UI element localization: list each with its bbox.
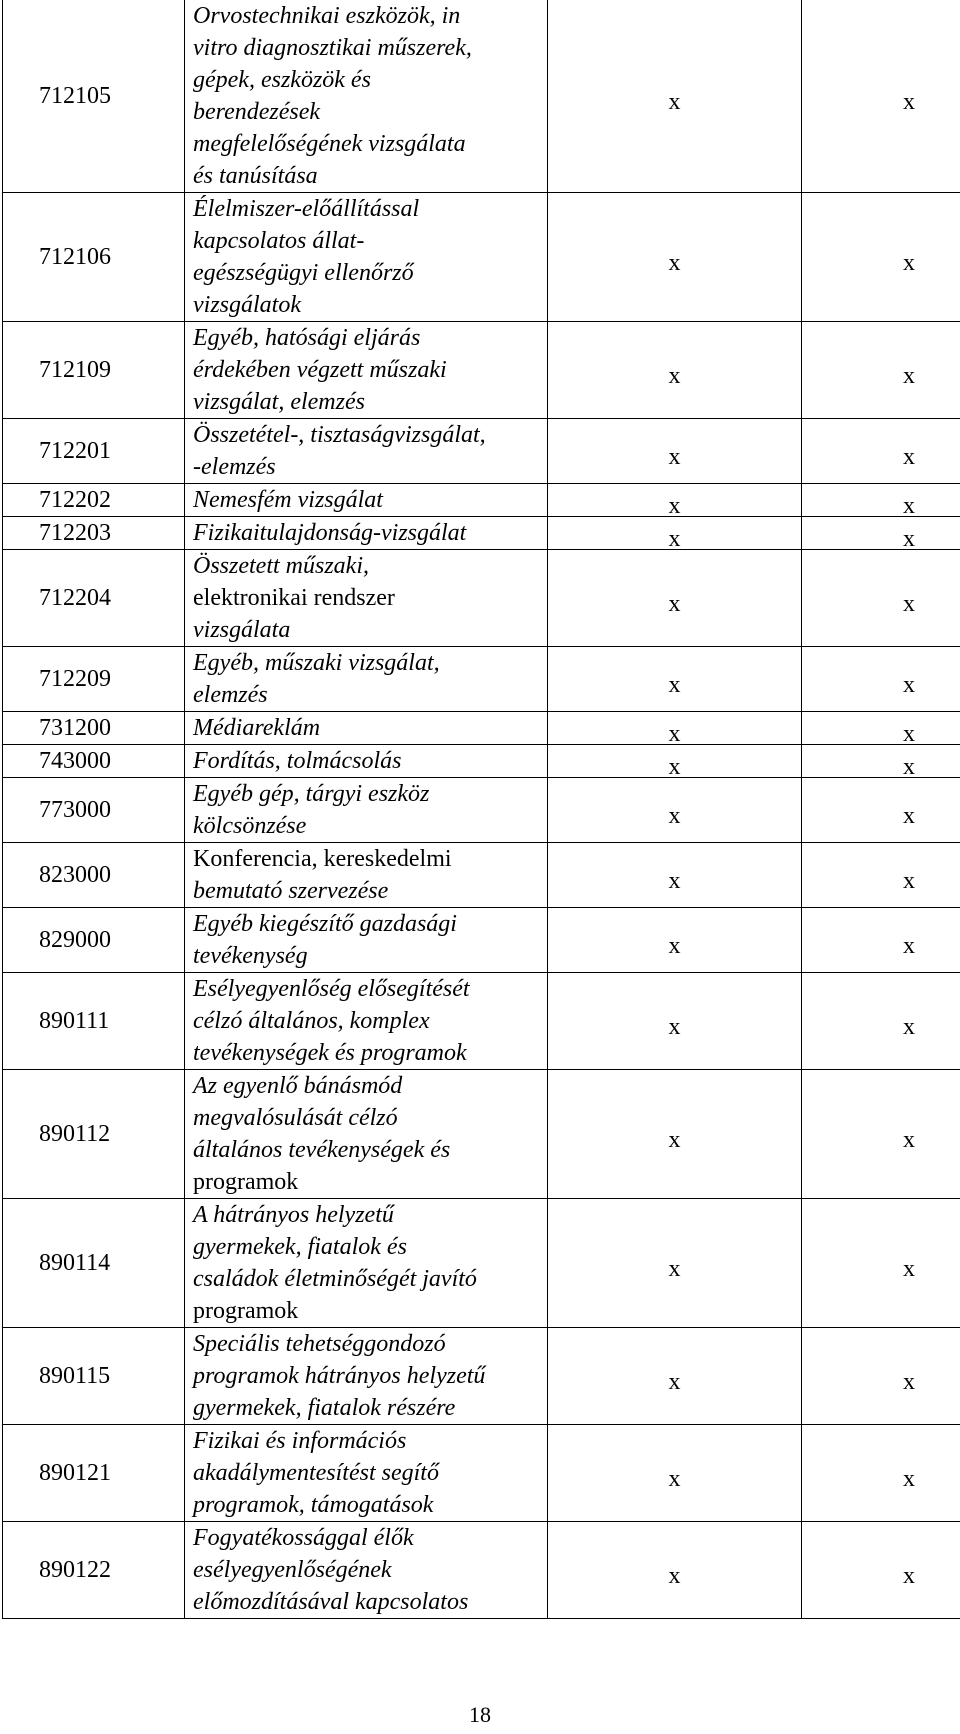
- table-row: [3, 778, 960, 843]
- table-row: [3, 550, 960, 647]
- mark-cell-col3: [548, 193, 802, 322]
- description-line: tevékenység: [193, 943, 308, 969]
- table-row: [3, 517, 960, 550]
- activity-description-cell: [185, 1425, 548, 1522]
- activity-description-cell: [185, 973, 548, 1070]
- description-line: elemzés: [193, 682, 268, 708]
- mark-cell-col4: [802, 908, 960, 973]
- mark-cell-col3: [548, 322, 802, 419]
- description-line: vizsgálat, elemzés: [193, 389, 365, 415]
- activity-code-cell: 890114: [3, 1199, 185, 1328]
- table-row: [3, 0, 960, 193]
- activity-code-table: [2, 0, 960, 1619]
- description-line: gyermekek, fiatalok és: [193, 1234, 407, 1260]
- activity-description-cell: [185, 843, 548, 908]
- x-mark: x: [668, 591, 681, 617]
- mark-cell-col3: [548, 1425, 802, 1522]
- mark-cell-col3: [548, 1070, 802, 1199]
- description-line: Esélyegyenlőség elősegítését: [193, 976, 470, 1002]
- description-line: Fizikaitulajdonság-vizsgálat: [193, 520, 467, 546]
- activity-description-cell: [185, 647, 548, 712]
- table-row: [3, 843, 960, 908]
- activity-code-cell: 890111: [3, 973, 185, 1070]
- x-mark: x: [903, 1014, 915, 1040]
- activity-description-cell: [185, 712, 548, 745]
- x-mark: x: [903, 868, 915, 894]
- x-mark: x: [903, 1256, 915, 1282]
- mark-cell-col4: [802, 1328, 960, 1425]
- activity-description-cell: [185, 778, 548, 843]
- mark-cell-col4: [802, 1425, 960, 1522]
- x-mark: x: [668, 1256, 681, 1282]
- x-mark: x: [903, 672, 915, 698]
- description-line: tevékenységek és programok: [193, 1040, 467, 1066]
- mark-cell-col3: [548, 1522, 802, 1619]
- x-mark: x: [668, 754, 681, 780]
- table-body: [3, 0, 960, 1619]
- x-mark: x: [903, 1369, 915, 1395]
- mark-cell-col4: [802, 973, 960, 1070]
- description-line: Összetett műszaki,: [193, 553, 369, 579]
- x-mark: x: [903, 493, 915, 519]
- x-mark: x: [903, 444, 915, 470]
- mark-cell-col4: [802, 1522, 960, 1619]
- activity-description-cell: [185, 745, 548, 778]
- mark-cell-col3: [548, 1328, 802, 1425]
- activity-description-cell: [185, 550, 548, 647]
- activity-code-cell: 712106: [3, 193, 185, 322]
- mark-cell-col3: [548, 647, 802, 712]
- activity-code-cell: 712203: [3, 517, 185, 550]
- description-line: Egyéb, műszaki vizsgálat,: [193, 650, 440, 676]
- mark-cell-col4: [802, 778, 960, 843]
- description-line: megfelelőségének vizsgálata: [193, 131, 466, 157]
- table-row: [3, 1522, 960, 1619]
- activity-code-cell: 712201: [3, 419, 185, 484]
- mark-cell-col3: [548, 550, 802, 647]
- activity-code-cell: 743000: [3, 745, 185, 778]
- mark-cell-col4: [802, 419, 960, 484]
- activity-code-cell: 712209: [3, 647, 185, 712]
- activity-code-cell: 890122: [3, 1522, 185, 1619]
- mark-cell-col3: [548, 908, 802, 973]
- description-line: akadálymentesítést segítő: [193, 1460, 439, 1486]
- description-line: Fordítás, tolmácsolás: [193, 748, 402, 774]
- description-line: esélyegyenlőségének: [193, 1557, 392, 1583]
- activity-code-cell: 712109: [3, 322, 185, 419]
- mark-cell-col3: [548, 778, 802, 843]
- table-row: [3, 1425, 960, 1522]
- x-mark: x: [903, 803, 915, 829]
- description-line: programok, támogatások: [193, 1492, 434, 1518]
- x-mark: x: [903, 721, 915, 747]
- activity-description-cell: [185, 419, 548, 484]
- activity-code-cell: 823000: [3, 843, 185, 908]
- x-mark: x: [668, 721, 681, 747]
- x-mark: x: [903, 250, 915, 276]
- mark-cell-col3: [548, 712, 802, 745]
- mark-cell-col4: [802, 517, 960, 550]
- x-mark: x: [668, 1563, 681, 1589]
- description-line: Konferencia, kereskedelmi: [193, 846, 452, 872]
- x-mark: x: [903, 1127, 915, 1153]
- activity-code-cell: 829000: [3, 908, 185, 973]
- description-line: programok: [193, 1298, 299, 1324]
- description-line: Fogyatékossággal élők: [193, 1525, 414, 1551]
- mark-cell-col4: [802, 550, 960, 647]
- description-line: gépek, eszközök és: [193, 67, 371, 93]
- x-mark: x: [903, 1563, 915, 1589]
- description-line: és tanúsítása: [193, 163, 318, 189]
- description-line: A hátrányos helyzetű: [193, 1202, 394, 1228]
- mark-cell-col3: [548, 973, 802, 1070]
- table-row: [3, 484, 960, 517]
- activity-code-cell: 712105: [3, 0, 185, 193]
- activity-description-cell: [185, 1199, 548, 1328]
- description-line: kölcsönzése: [193, 813, 307, 839]
- description-line: programok: [193, 1169, 299, 1195]
- activity-code-cell: 890121: [3, 1425, 185, 1522]
- activity-description-cell: [185, 484, 548, 517]
- mark-cell-col3: [548, 0, 802, 193]
- x-mark: x: [668, 363, 681, 389]
- x-mark: x: [668, 1466, 681, 1492]
- x-mark: x: [903, 1466, 915, 1492]
- description-line: gyermekek, fiatalok részére: [193, 1395, 456, 1421]
- mark-cell-col3: [548, 1199, 802, 1328]
- mark-cell-col4: [802, 1199, 960, 1328]
- x-mark: x: [668, 803, 681, 829]
- x-mark: x: [668, 493, 681, 519]
- x-mark: x: [668, 250, 681, 276]
- description-line: programok hátrányos helyzetű: [193, 1363, 486, 1389]
- activity-code-cell: 773000: [3, 778, 185, 843]
- page-number: 18: [469, 1702, 491, 1727]
- table-row: [3, 193, 960, 322]
- description-line: általános tevékenységek és: [193, 1137, 451, 1163]
- description-line: Összetétel-, tisztaságvizsgálat,: [193, 422, 486, 448]
- activity-description-cell: [185, 908, 548, 973]
- activity-code-cell: 731200: [3, 712, 185, 745]
- description-line: vizsgálatok: [193, 292, 301, 318]
- table-row: [3, 647, 960, 712]
- mark-cell-col3: [548, 419, 802, 484]
- x-mark: x: [668, 444, 681, 470]
- table-row: [3, 745, 960, 778]
- mark-cell-col4: [802, 484, 960, 517]
- x-mark: x: [903, 754, 915, 780]
- table-row: [3, 322, 960, 419]
- x-mark: x: [903, 933, 915, 959]
- x-mark: x: [668, 1369, 681, 1395]
- activity-description-cell: [185, 1328, 548, 1425]
- x-mark: x: [903, 363, 915, 389]
- description-line: -elemzés: [193, 454, 276, 480]
- table-row: [3, 1199, 960, 1328]
- table-row: [3, 973, 960, 1070]
- x-mark: x: [903, 591, 915, 617]
- x-mark: x: [668, 933, 681, 959]
- x-mark: x: [903, 526, 915, 552]
- mark-cell-col4: [802, 0, 960, 193]
- description-line: kapcsolatos állat-: [193, 228, 365, 254]
- description-line: érdekében végzett műszaki: [193, 357, 447, 383]
- activity-code-cell: 712204: [3, 550, 185, 647]
- description-line: családok életminőségét javító: [193, 1266, 477, 1292]
- mark-cell-col4: [802, 193, 960, 322]
- x-mark: x: [903, 89, 915, 115]
- mark-cell-col3: [548, 843, 802, 908]
- activity-code-cell: 712202: [3, 484, 185, 517]
- activity-description-cell: [185, 1070, 548, 1199]
- description-line: Speciális tehetséggondozó: [193, 1331, 446, 1357]
- x-mark: x: [668, 672, 681, 698]
- table-row: [3, 419, 960, 484]
- description-line: előmozdításával kapcsolatos: [193, 1589, 469, 1615]
- description-line: Orvostechnikai eszközök, in: [193, 3, 461, 29]
- activity-description-cell: [185, 193, 548, 322]
- table-row: [3, 712, 960, 745]
- description-line: egészségügyi ellenőrző: [193, 260, 414, 286]
- x-mark: x: [668, 89, 681, 115]
- activity-description-cell: [185, 322, 548, 419]
- mark-cell-col4: [802, 712, 960, 745]
- activity-code-cell: 890112: [3, 1070, 185, 1199]
- activity-description-cell: [185, 517, 548, 550]
- table-row: [3, 1328, 960, 1425]
- description-line: vizsgálata: [193, 617, 291, 643]
- mark-cell-col4: [802, 647, 960, 712]
- mark-cell-col3: [548, 484, 802, 517]
- description-line: Egyéb gép, tárgyi eszköz: [193, 781, 430, 807]
- activity-code-cell: 890115: [3, 1328, 185, 1425]
- description-line: Egyéb kiegészítő gazdasági: [193, 911, 457, 937]
- description-line: Egyéb, hatósági eljárás: [193, 325, 421, 351]
- description-line: Nemesfém vizsgálat: [193, 487, 383, 513]
- description-line: vitro diagnosztikai műszerek,: [193, 35, 472, 61]
- table-row: [3, 1070, 960, 1199]
- mark-cell-col4: [802, 843, 960, 908]
- mark-cell-col4: [802, 745, 960, 778]
- table-row: [3, 908, 960, 973]
- description-line: elektronikai rendszer: [193, 585, 395, 611]
- activity-description-cell: [185, 0, 548, 193]
- activity-description-cell: [185, 1522, 548, 1619]
- description-line: Élelmiszer-előállítással: [193, 196, 420, 222]
- description-line: bemutató szervezése: [193, 878, 389, 904]
- description-line: berendezések: [193, 99, 321, 125]
- x-mark: x: [668, 1127, 681, 1153]
- description-line: Az egyenlő bánásmód: [193, 1073, 403, 1099]
- description-line: Médiareklám: [193, 715, 321, 741]
- mark-cell-col4: [802, 322, 960, 419]
- x-mark: x: [668, 868, 681, 894]
- description-line: Fizikai és információs: [193, 1428, 407, 1454]
- x-mark: x: [668, 526, 681, 552]
- description-line: célzó általános, komplex: [193, 1008, 430, 1034]
- x-mark: x: [668, 1014, 681, 1040]
- description-line: megvalósulását célzó: [193, 1105, 398, 1131]
- mark-cell-col4: [802, 1070, 960, 1199]
